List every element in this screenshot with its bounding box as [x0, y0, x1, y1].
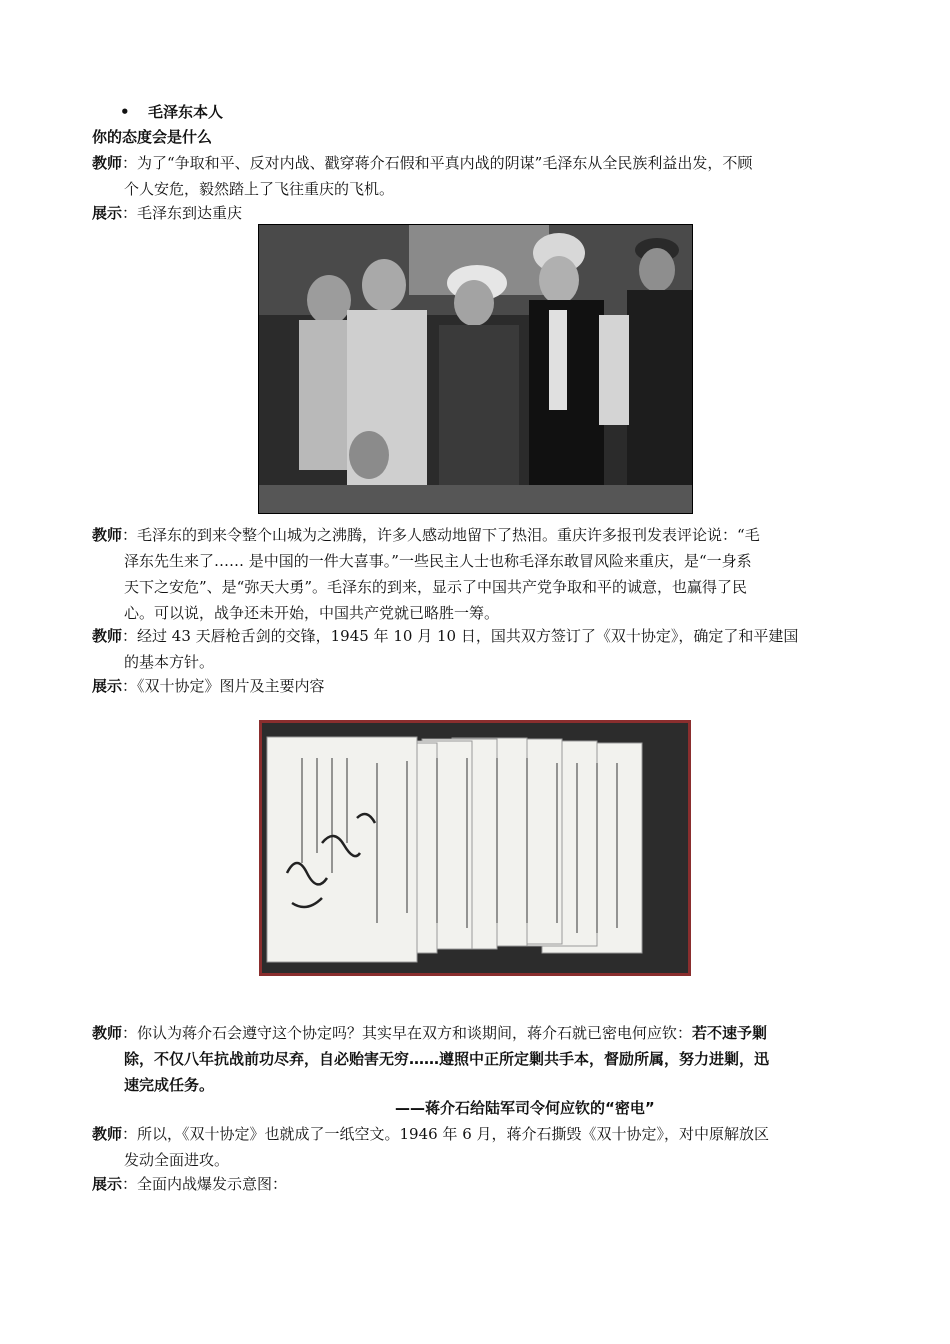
- teacher-label: 教师: [92, 154, 123, 172]
- show-2: 展示：《双十协定》图片及主要内容: [92, 677, 325, 695]
- p1-line2: 个人安危，毅然踏上了飞往重庆的飞机。: [124, 180, 395, 198]
- paragraph-3: 教师：经过 43 天唇枪舌剑的交锋，1945 年 10 月 10 日，国共双方签订了《双十协定》，确定了和平建国 的基本方针。: [92, 623, 860, 675]
- p3-line2: 的基本方针。: [124, 653, 215, 671]
- p5-line1: ：所以，《双十协定》也就成了一纸空文。1946 年 6 月，蒋介石撕毁《双十协定》，对中原解放区: [122, 1125, 770, 1143]
- paragraph-2: 教师：毛泽东的到来令整个山城为之沸腾，许多人感动地留下了热泪。重庆许多报刊发表评论说：“毛 泽东先生来了…… 是中国的一件大喜事。”一些民主人士也称毛泽东敢冒风险来重庆，是“一身系 天下之安危”、是“弥天大勇”。毛泽东的到来，显示了中国共产党争取和平的诚意，也赢得了民 心。可以说，战争还未开始，中国共产党就已略胜一筹。: [92, 522, 860, 626]
- bullet-item: [120, 101, 223, 123]
- p4-line1-bold: 若不速予剿: [692, 1024, 768, 1042]
- double-tenth-agreement-image: [259, 720, 691, 976]
- mao-arrival-photo: [258, 224, 693, 514]
- show-label: 展示: [92, 204, 123, 222]
- p2-line2: 泽东先生来了…… 是中国的一件大喜事。”一些民主人士也称毛泽东敢冒风险来重庆，是“一身系: [124, 552, 752, 570]
- show1-text: ：毛泽东到达重庆: [122, 204, 243, 222]
- show-1: [92, 202, 242, 224]
- p2-line3: 天下之安危”、是“弥天大勇”。毛泽东的到来，显示了中国共产党争取和平的诚意，也赢得了民: [124, 578, 748, 596]
- bullet-marker: •: [120, 103, 130, 121]
- p4-line2: 除，不仅八年抗战前功尽弃，自必贻害无穷……遵照中正所定剿共手本，督励所属，努力进剿，迅: [124, 1050, 770, 1068]
- paragraph-1: [92, 150, 860, 202]
- quote-source: ——蒋介石给陆军司令何应钦的“密电”: [395, 1099, 655, 1117]
- show-3: 展示：全面内战爆发示意图：: [92, 1175, 288, 1193]
- question-heading: 你的态度会是什么: [92, 128, 213, 146]
- p1-line1: ：为了“争取和平、反对内战、戳穿蒋介石假和平真内战的阴谋”毛泽东从全民族利益出发，不顾: [122, 154, 753, 172]
- paragraph-4: 教师：你认为蒋介石会遵守这个协定吗？其实早在双方和谈期间，蒋介石就已密电何应钦：若不速予剿 除，不仅八年抗战前功尽弃，自必贻害无穷……遵照中正所定剿共手本，督励所属，努力进剿，迅 速完成任务。: [92, 1020, 860, 1098]
- paragraph-5: 教师：所以，《双十协定》也就成了一纸空文。1946 年 6 月，蒋介石撕毁《双十协定》，对中原解放区 发动全面进攻。: [92, 1121, 860, 1173]
- p5-line2: 发动全面进攻。: [124, 1151, 230, 1169]
- show3-text: ：全面内战爆发示意图：: [122, 1175, 288, 1193]
- p4-line1-plain: ：你认为蒋介石会遵守这个协定吗？其实早在双方和谈期间，蒋介石就已密电何应钦：: [122, 1024, 693, 1042]
- bullet-text: 毛泽东本人: [148, 103, 224, 121]
- p2-line4: 心。可以说，战争还未开始，中国共产党就已略胜一筹。: [124, 604, 500, 622]
- p3-line1: ：经过 43 天唇枪舌剑的交锋，1945 年 10 月 10 日，国共双方签订了《双十协定》，确定了和平建国: [122, 627, 799, 645]
- p4-line3: 速完成任务。: [124, 1076, 215, 1094]
- p2-line1: ：毛泽东的到来令整个山城为之沸腾，许多人感动地留下了热泪。重庆许多报刊发表评论说：“毛: [122, 526, 760, 544]
- show2-text: ：《双十协定》图片及主要内容: [122, 677, 325, 695]
